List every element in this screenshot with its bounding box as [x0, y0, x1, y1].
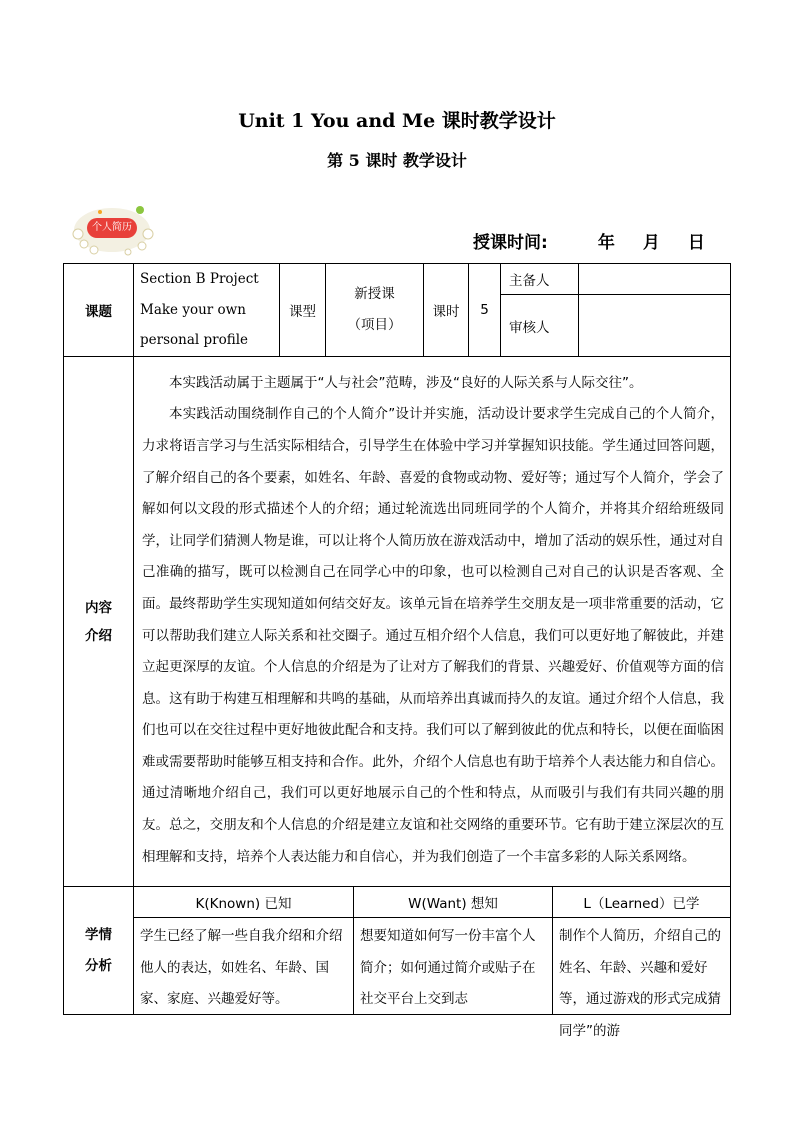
kwl-known-cell: [134, 918, 354, 1015]
content-label-line: 内容: [85, 599, 112, 616]
date-day: 日: [687, 233, 705, 253]
analysis-label: [64, 887, 134, 1015]
kwl-learned-header: L（Learned）已学: [553, 887, 731, 918]
topic-row-top: [64, 264, 731, 295]
content-label: [64, 357, 134, 887]
type-line: 新授课: [354, 286, 395, 302]
content-paragraph: 本实践活动属于主题属于“人与社会”范畴，涉及“良好的人际关系与人际交往”。: [169, 374, 643, 391]
content-paragraph: 本实践活动围绕制作自己的个人简介”设计并实施，活动设计要求学生完成自己的个人简介，力求将语言学习与生活实际相结合，引导学生在体验中学习并掌握知识技能。学生通过回答问题，了解介绍自己的各个要素，如姓名、年龄、喜爱的食物或动物、爱好等；通过写个人简介，学会了解如何以文段的形式描述个人的介绍；通过轮流选出同班同学的个人简介，并将其介绍给班级同学，让同学们猜测人物是谁，可以让将个人简历放在游戏活动中，增加了活动的娱乐性，通过对自己准确的描写，既可以检测自己在同学心中的印象，也可以检测自己对自己的认识是否客观、全面。最终帮助学生实现知道如何结交好友。该单元旨在培养学生交朋友是一项非常重要的活动，它可以帮助我们建立人际关系和社交圈子。通过互相介绍个人信息，我们可以更好地了解彼此，并建立起更深厚的友谊。个人信息的介绍是为了让对方了解我们的背景、兴趣爱好、价值观等方面的信息。这有助于构建互相理解和共鸣的基础，从而培养出真诚而持久的友谊。通过介绍个人信息，我们也可以在交往过程中更好地彼此配合和支持。我们可以了解到彼此的优点和特长，以便在面临困难或需要帮助时能够互相支持和合作。此外，介绍个人信息也有助于培养个人表达能力和自信心。通过清晰地介绍自己，我们可以更好地展示自己的个性和特点，从而吸引与我们有共同兴趣的朋友。总之，交朋友和个人信息的介绍是建立友谊和社交网络的重要环节。它有助于建立深层次的互相理解和支持，培养个人表达能力和自信心，并为我们创造了一个丰富多彩的人际关系网络。: [142, 406, 724, 865]
profile-logo: [70, 200, 154, 258]
date-label: 授课时间:: [473, 233, 548, 253]
date-month: 月: [642, 233, 660, 253]
content-body: [134, 357, 731, 887]
topic-value: [134, 264, 280, 357]
topic-line: Make your own: [140, 301, 246, 318]
logo-label: 个人简历: [87, 218, 137, 238]
lesson-plan-table: [63, 263, 731, 1039]
preparer-value: [579, 264, 731, 295]
content-row: [64, 357, 731, 887]
analysis-label-line: 学情: [85, 926, 112, 943]
topic-line: Section B Project: [140, 271, 259, 288]
kwl-want-header: W(Want) 想知: [354, 887, 553, 918]
kwl-learned-text: 制作个人简历，介绍自己的姓名、年龄、兴趣和爱好等，通过游戏的形式完成猜同学”的游: [559, 928, 721, 1039]
reviewer-value: [579, 295, 731, 357]
kwl-content-row: [64, 918, 731, 1015]
preparer-label: 主备人: [501, 264, 579, 295]
type-label: 课型: [280, 264, 326, 357]
date-year: 年: [597, 233, 615, 253]
analysis-label-line: 分析: [85, 957, 112, 974]
document-title: Unit 1 You and Me 课时教学设计: [238, 110, 556, 132]
topic-label: 课题: [64, 264, 134, 357]
period-value: 5: [469, 264, 501, 357]
kwl-header-row: [64, 887, 731, 918]
kwl-learned-cell: [553, 918, 731, 1039]
document-subtitle: 第 5 课时 教学设计: [327, 151, 467, 170]
reviewer-label: 审核人: [501, 295, 579, 357]
date-line: [473, 228, 705, 253]
kwl-want-cell: [354, 918, 553, 1015]
type-line: （项目）: [347, 317, 402, 333]
kwl-want-text: 想要知道如何写一份丰富个人简介；如何通过简介或贴子在社交平台上交到志: [360, 928, 536, 1007]
kwl-known-header: K(Known) 已知: [134, 887, 354, 918]
content-label-line: 介绍: [85, 627, 112, 644]
type-value: [326, 264, 424, 357]
topic-line: personal profile: [140, 332, 249, 349]
kwl-known-text: 学生已经了解一些自我介绍和介绍他人的表达，如姓名、年龄、国家、家庭、兴趣爱好等。: [140, 928, 343, 1007]
period-label: 课时: [424, 264, 469, 357]
